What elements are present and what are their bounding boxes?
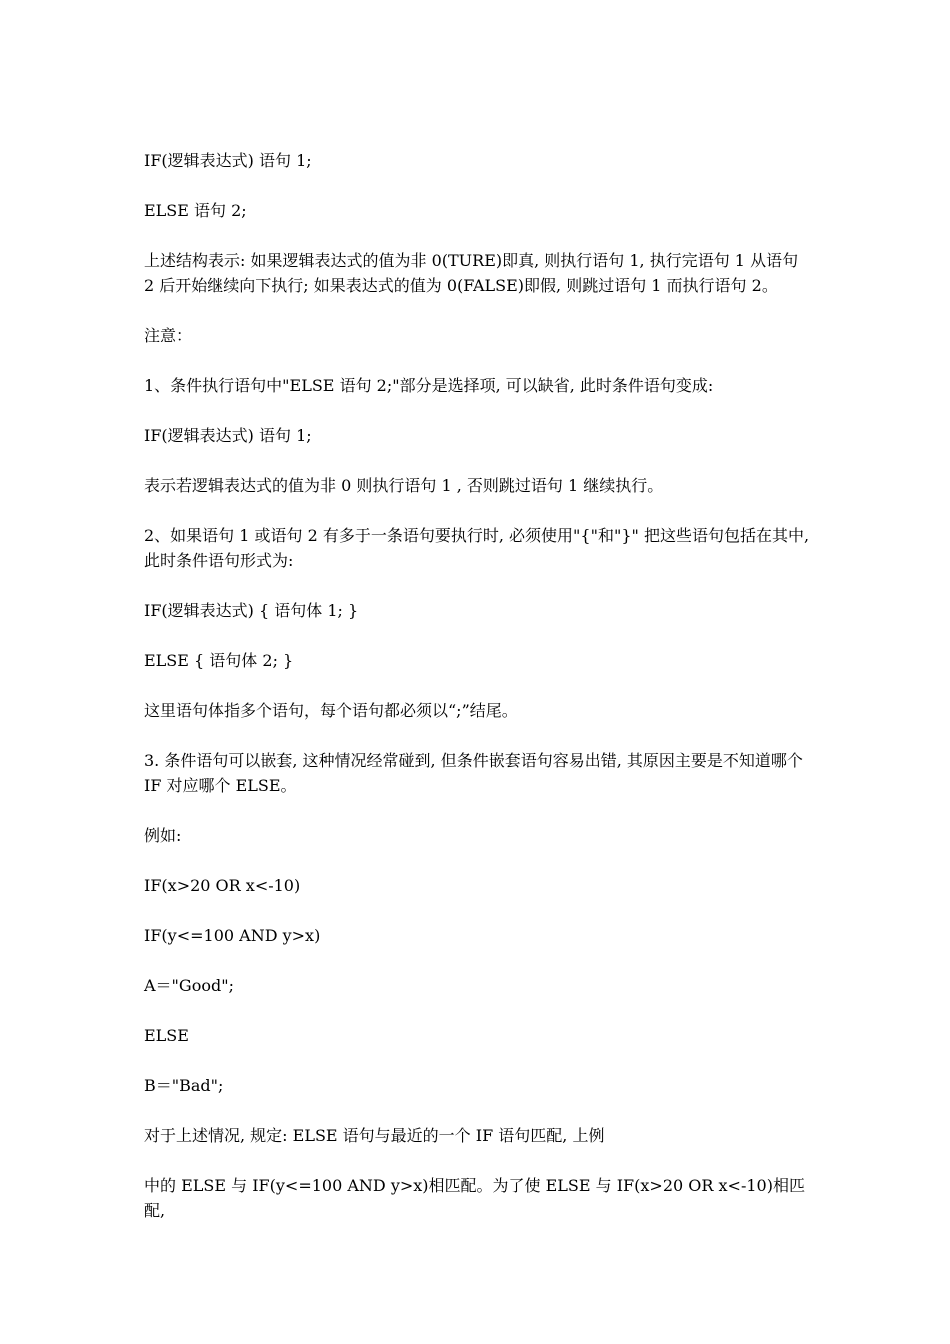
paragraph-matching-explanation: 中的 ELSE 与 IF(y<=100 AND y>x)相匹配。为了使 ELSE 与 IF(x>20 OR x<-10)相匹配, — [144, 1176, 805, 1220]
paragraph-example-heading: 例如: — [144, 826, 182, 845]
paragraph-code-line-2: IF(y<=100 AND y>x) — [144, 926, 321, 945]
paragraph-note-1: 1、条件执行语句中"ELSE 语句 2;"部分是选择项, 可以缺省, 此时条件语句变成: — [144, 376, 714, 395]
paragraph-if-only-explanation: 表示若逻辑表达式的值为非 0 则执行语句 1 , 否则跳过语句 1 继续执行。 — [144, 476, 664, 495]
document-body — [144, 148, 810, 1248]
paragraph-structure-explanation: 上述结构表示: 如果逻辑表达式的值为非 0(TURE)即真, 则执行语句 1, 执行完语句 1 从语句 2 后开始继续向下执行; 如果表达式的值为 0(FALSE)即假, 则跳过语句 1 而执行语句 2。 — [144, 251, 799, 295]
paragraph-else-block-syntax: ELSE { 语句体 2; } — [144, 651, 294, 670]
paragraph-code-line-1: IF(x>20 OR x<-10) — [144, 876, 301, 895]
paragraph-code-line-5: B＝"Bad"; — [144, 1076, 224, 1095]
paragraph-note-heading: 注意： — [144, 326, 193, 345]
paragraph-note-2: 2、如果语句 1 或语句 2 有多于一条语句要执行时, 必须使用"{"和"}" 把这些语句包括在其中, 此时条件语句形式为: — [144, 526, 810, 570]
paragraph-if-only-syntax: IF(逻辑表达式) 语句 1; — [144, 426, 312, 445]
paragraph-if-block-syntax: IF(逻辑表达式) { 语句体 1; } — [144, 601, 359, 620]
paragraph-statement-body-note: 这里语句体指多个语句，每个语句都必须以“;”结尾。 — [144, 701, 518, 720]
paragraph-rule-explanation: 对于上述情况, 规定: ELSE 语句与最近的一个 IF 语句匹配, 上例 — [144, 1126, 605, 1145]
paragraph-else-syntax: ELSE 语句 2; — [144, 201, 247, 220]
paragraph-note-3: 3. 条件语句可以嵌套, 这种情况经常碰到, 但条件嵌套语句容易出错, 其原因主要是不知道哪个 IF 对应哪个 ELSE。 — [144, 751, 803, 795]
paragraph-if-syntax: IF(逻辑表达式) 语句 1; — [144, 151, 312, 170]
paragraph-code-line-4: ELSE — [144, 1026, 189, 1045]
paragraph-code-line-3: A＝"Good"; — [144, 976, 234, 995]
